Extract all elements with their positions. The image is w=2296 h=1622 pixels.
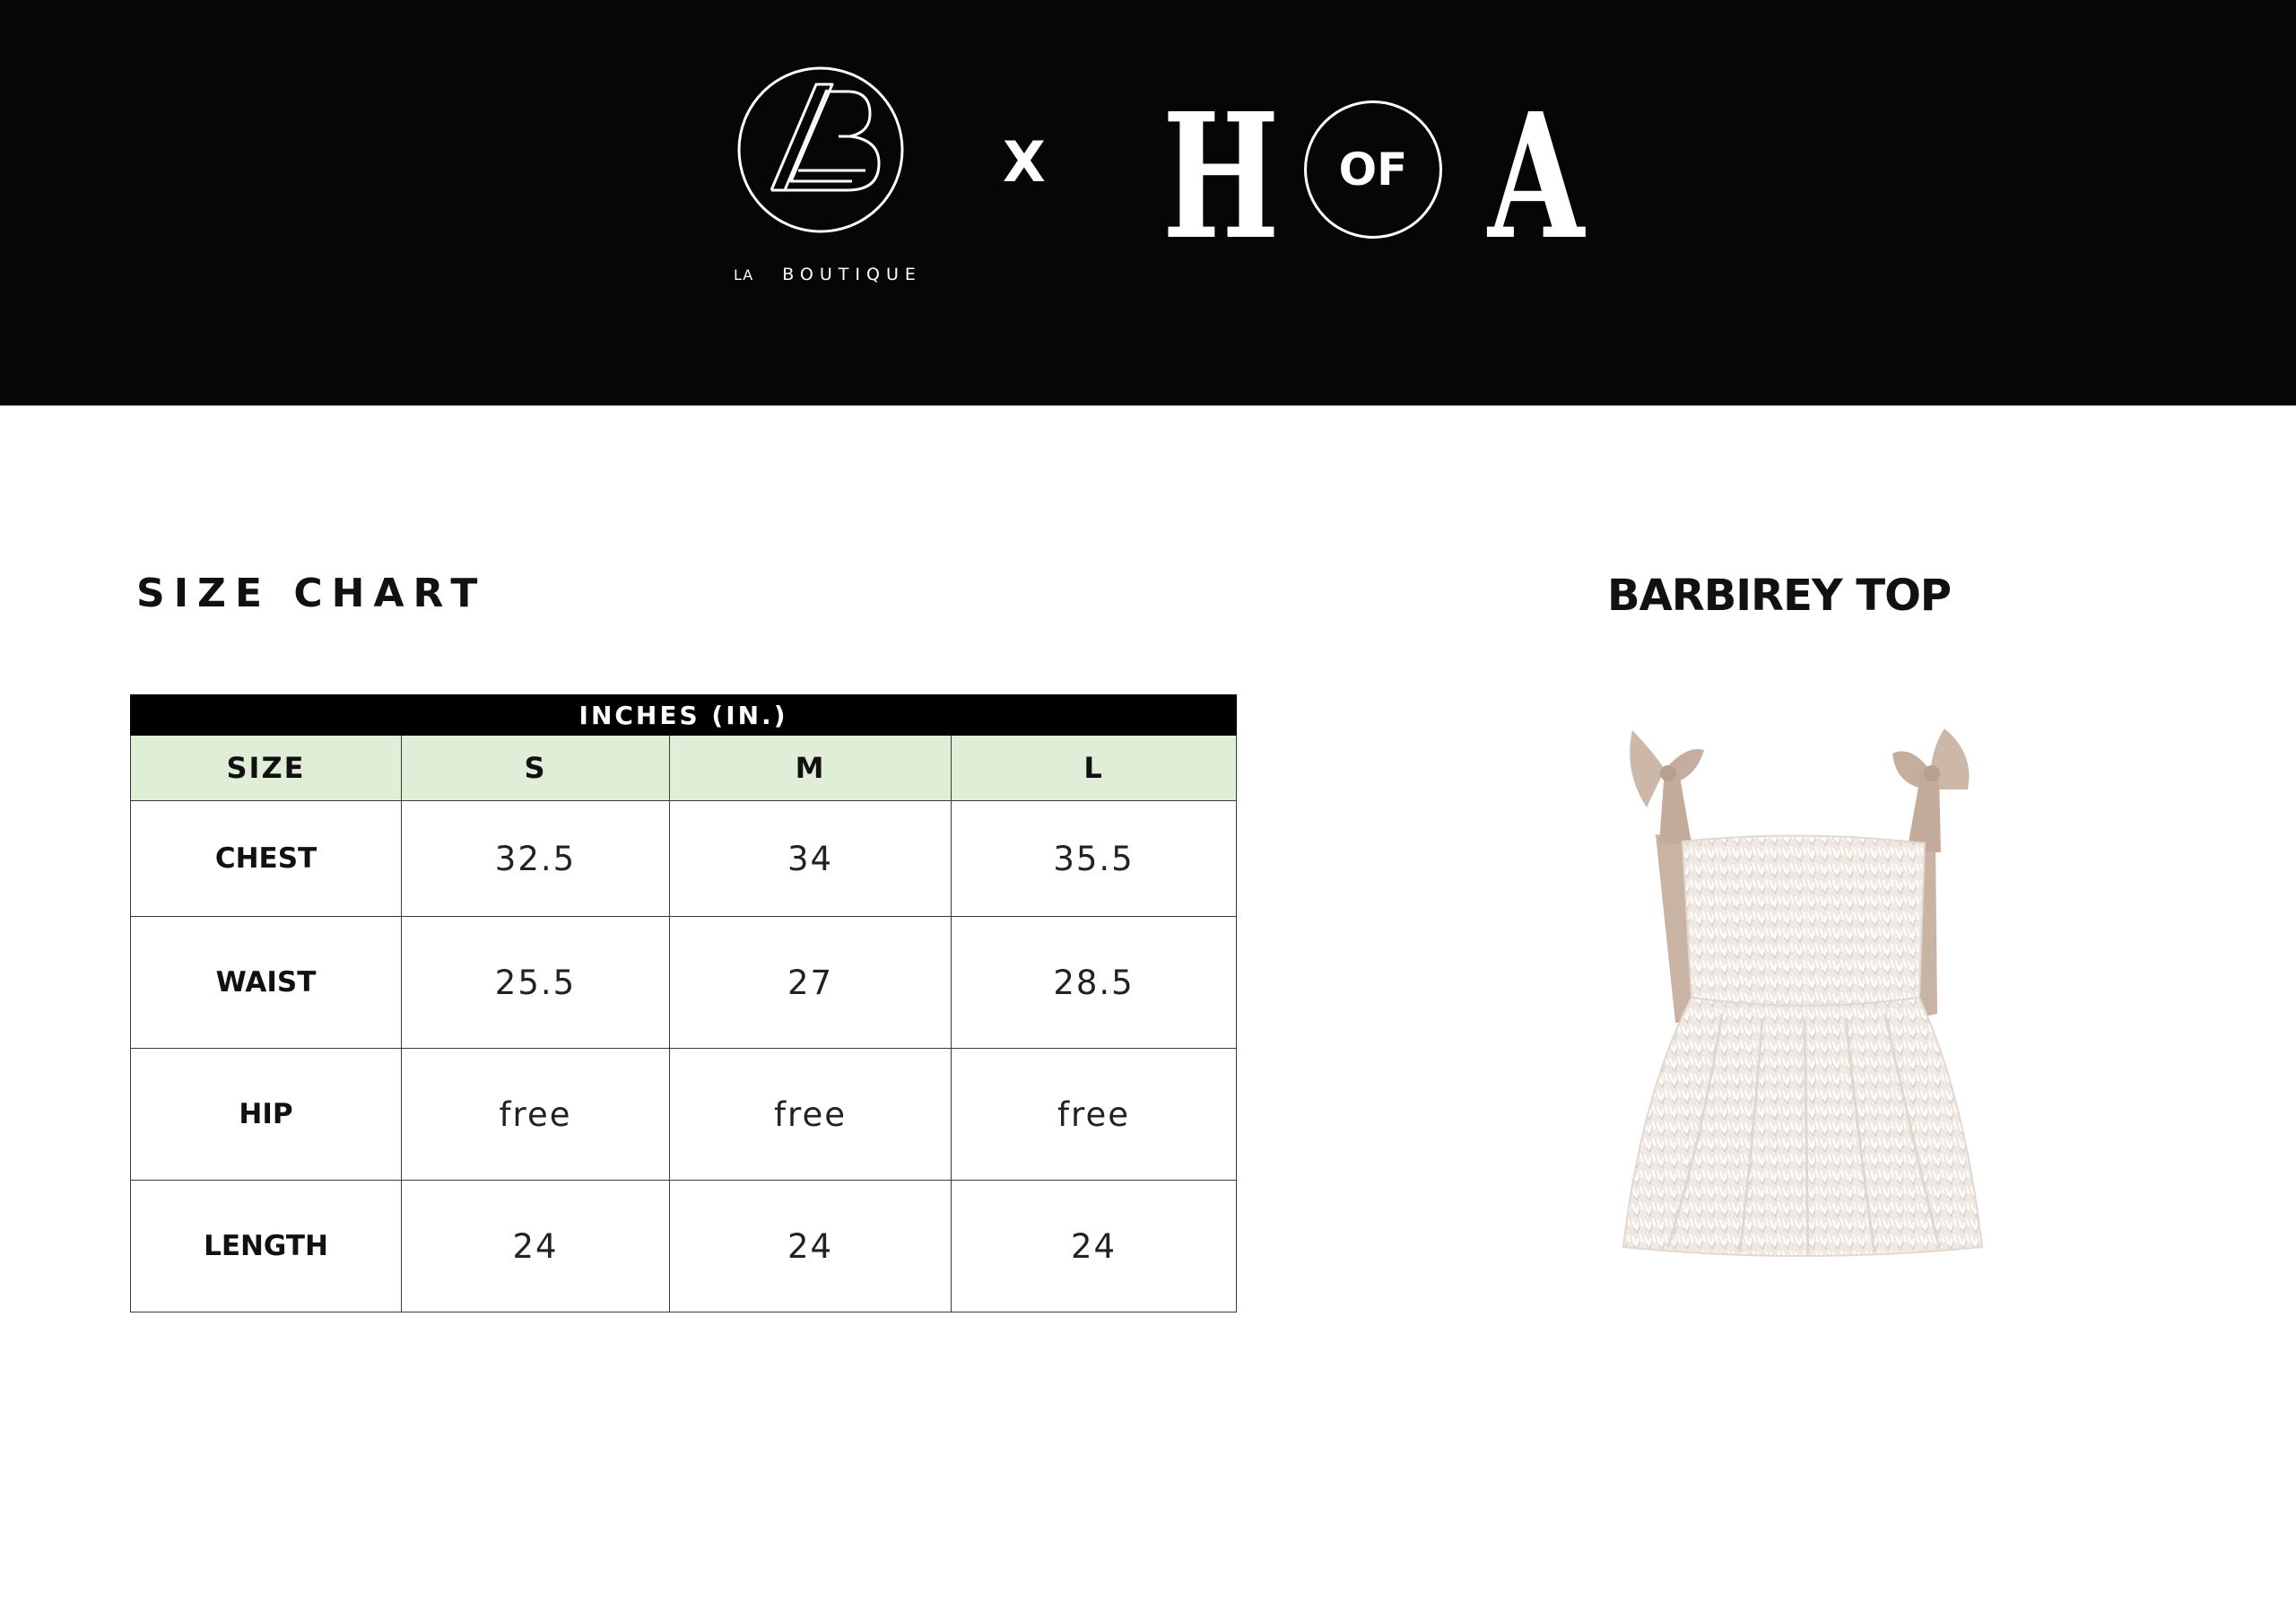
- size-chart-title: SIZE CHART: [136, 571, 487, 616]
- table-cell: 35.5: [952, 801, 1237, 917]
- wordmark-text: BOUTIQUE: [782, 265, 922, 284]
- table-row: [131, 917, 1237, 1049]
- unit-row: [131, 695, 1237, 736]
- table-cell: 24: [670, 1181, 952, 1312]
- product-photo-icon: [1605, 718, 2000, 1274]
- unit-label: INCHES (IN.): [131, 695, 1237, 736]
- table-cell: 24: [402, 1181, 670, 1312]
- hofa-letter-a: A: [1488, 76, 1585, 278]
- hofa-letter-h: H: [1162, 76, 1280, 278]
- size-chart-table: [130, 694, 1237, 1312]
- collab-separator: X: [1003, 129, 1046, 195]
- hofa-circle-text: OF: [1338, 144, 1408, 196]
- table-cell: free: [952, 1049, 1237, 1181]
- table-cell: free: [670, 1049, 952, 1181]
- table-cell: 32.5: [402, 801, 670, 917]
- table-cell: 28.5: [952, 917, 1237, 1049]
- table-row: [131, 801, 1237, 917]
- column-header: M: [670, 736, 952, 801]
- column-header: S: [402, 736, 670, 801]
- table-row: [131, 1049, 1237, 1181]
- row-label: HIP: [131, 1049, 402, 1181]
- header-banner: [0, 0, 2296, 406]
- table-row: [131, 1181, 1237, 1312]
- header-row: [131, 736, 1237, 801]
- table-cell: 24: [952, 1181, 1237, 1312]
- table-cell: 27: [670, 917, 952, 1049]
- product-title: BARBIREY TOP: [1607, 571, 1952, 621]
- house-of-a-logo: [1162, 76, 1593, 278]
- lb-monogram-icon: [735, 65, 906, 235]
- row-label: CHEST: [131, 801, 402, 917]
- la-boutique-wordmark: [734, 265, 922, 284]
- wordmark-prefix: LA: [734, 266, 754, 283]
- la-boutique-logo: [734, 63, 922, 305]
- product-photo: [1605, 718, 2000, 1274]
- table-cell: 25.5: [402, 917, 670, 1049]
- table-cell: 34: [670, 801, 952, 917]
- column-header: SIZE: [131, 736, 402, 801]
- row-label: WAIST: [131, 917, 402, 1049]
- column-header: L: [952, 736, 1237, 801]
- table-cell: free: [402, 1049, 670, 1181]
- row-label: LENGTH: [131, 1181, 402, 1312]
